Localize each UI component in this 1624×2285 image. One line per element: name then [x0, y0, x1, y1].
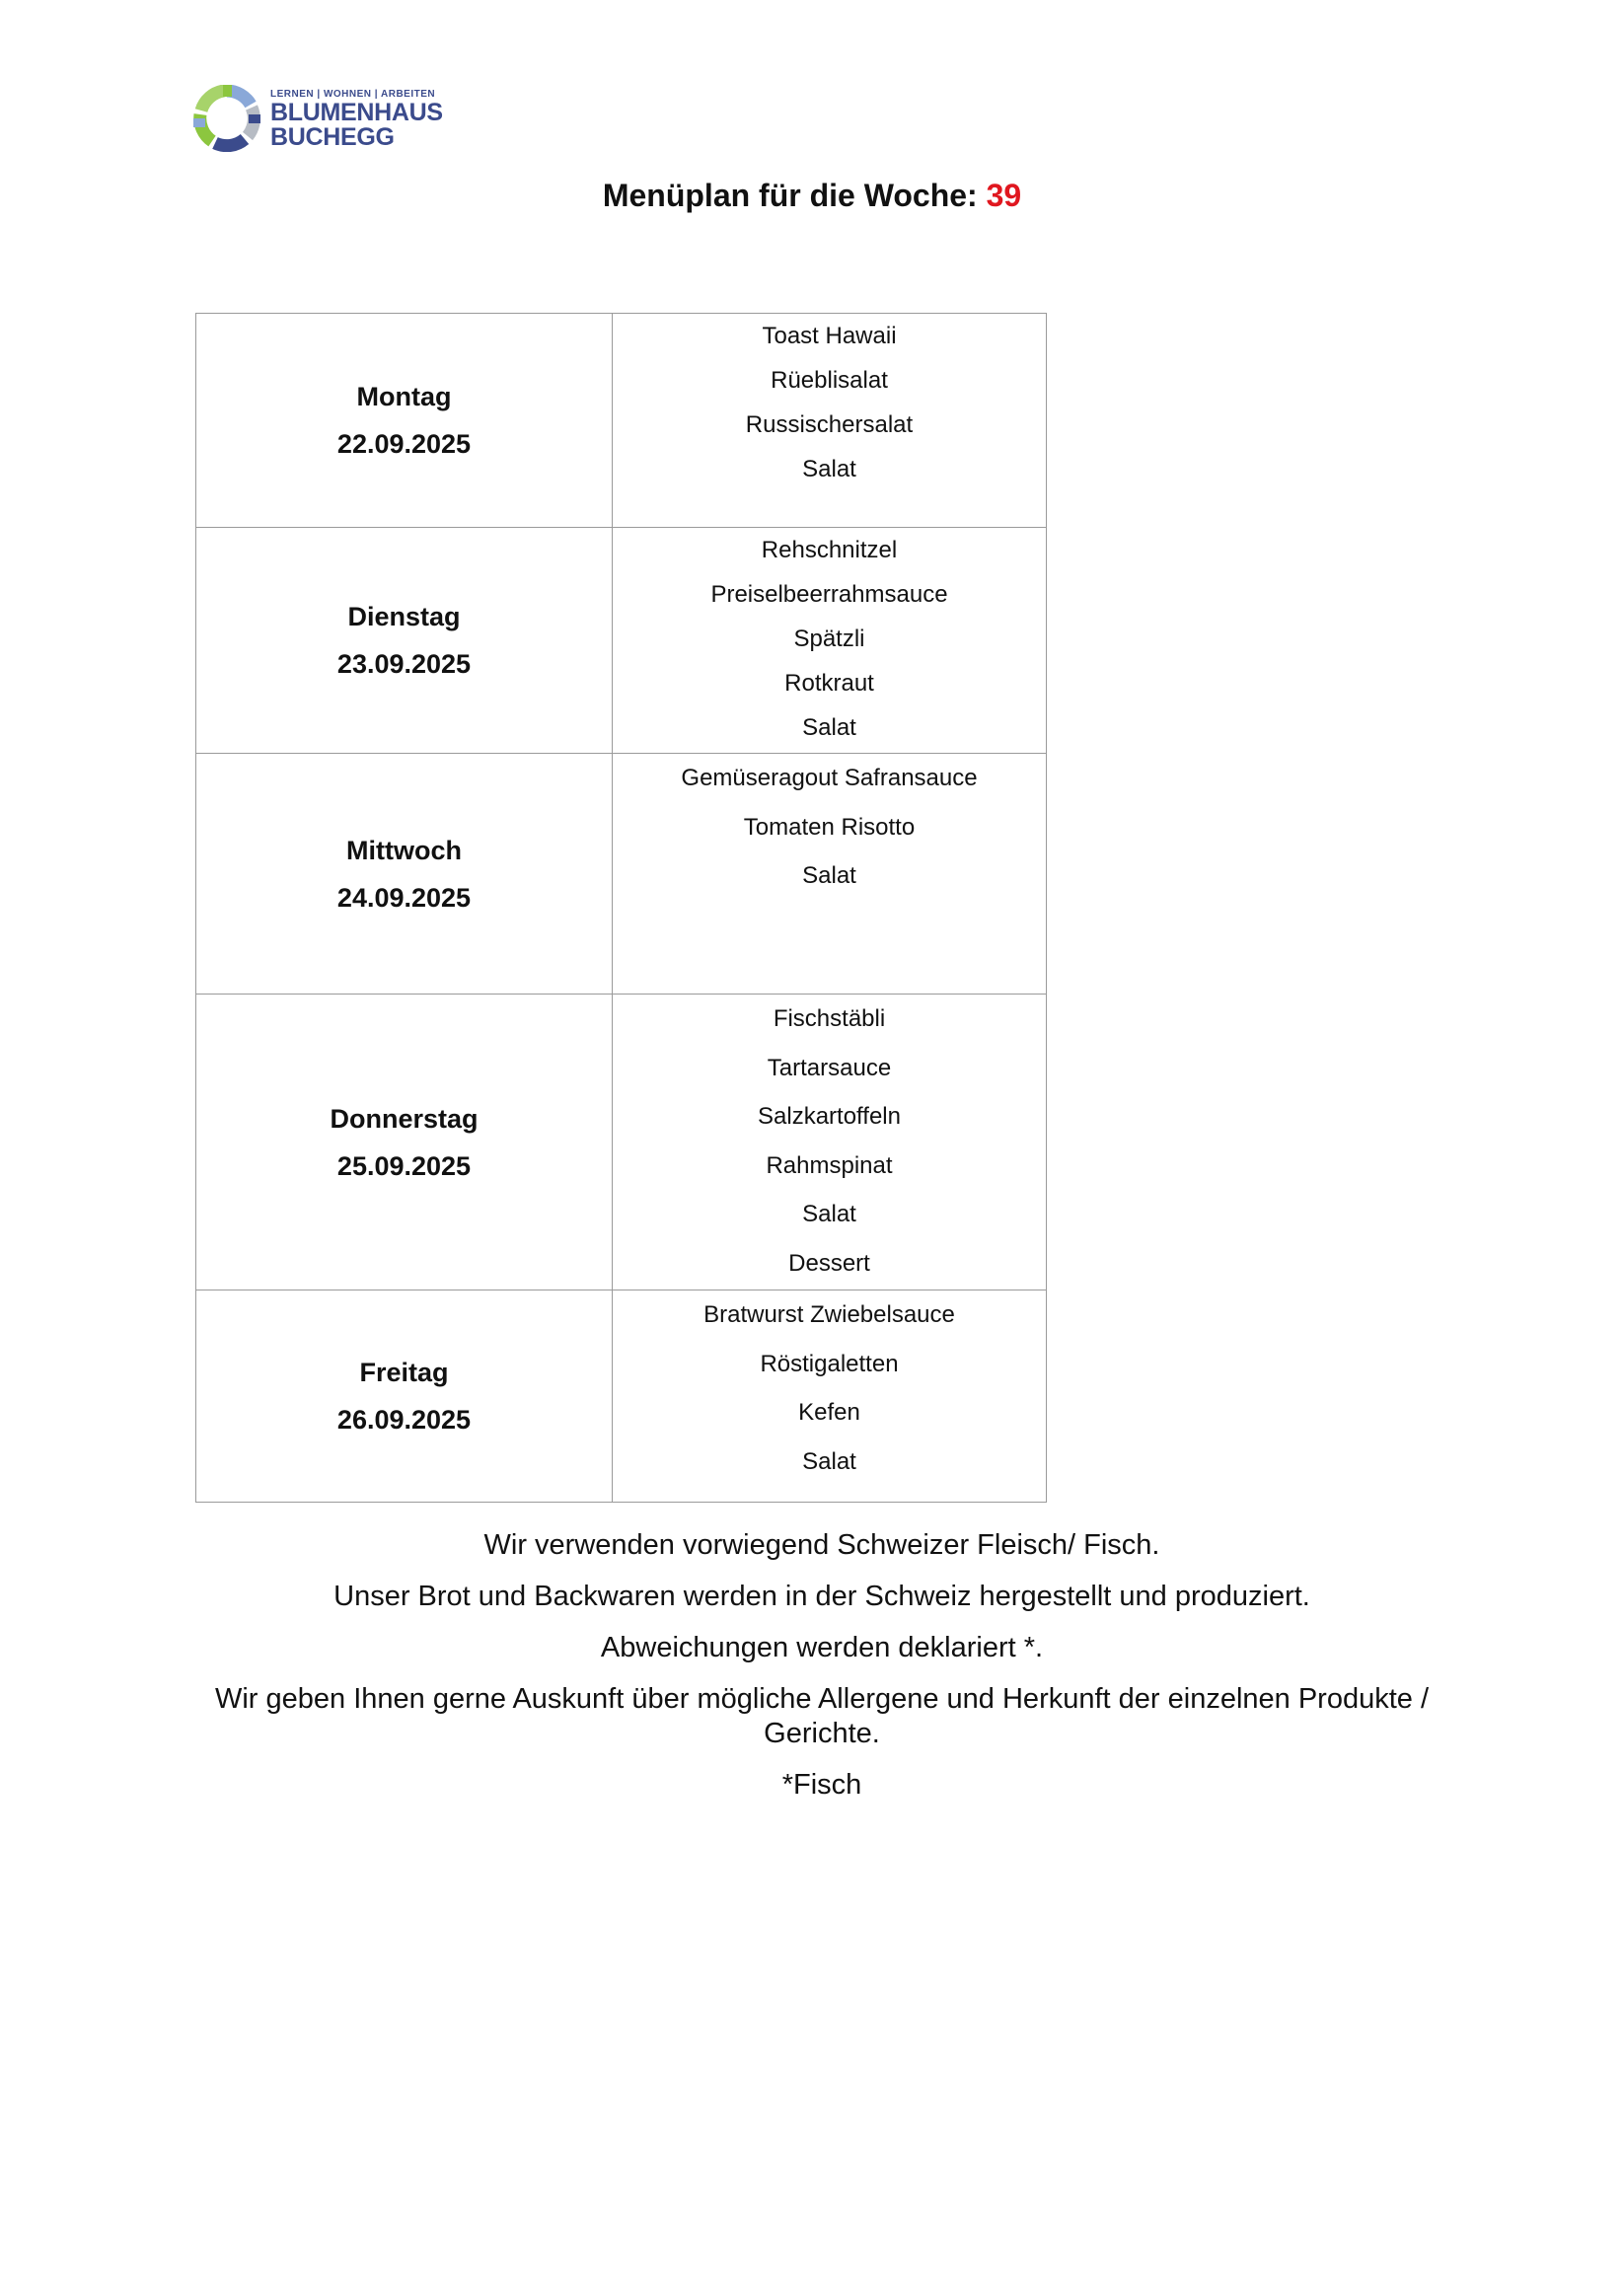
footer-line-bread: Unser Brot und Backwaren werden in der Schweiz hergestellt und produziert. [333, 1581, 1310, 1612]
dish-item: Salat [802, 862, 856, 889]
dishes-cell [613, 995, 1047, 1290]
footer-line-meat: Wir verwenden vorwiegend Schweizer Fleisch/ Fisch. [483, 1529, 1160, 1561]
title-prefix: Menüplan für die Woche: [602, 178, 978, 213]
menu-row-freitag [196, 1290, 1047, 1503]
dishes-cell [613, 1290, 1047, 1503]
dish-item: Toast Hawaii [762, 323, 897, 349]
dish-item: Rotkraut [784, 670, 874, 697]
dish-item: Salat [802, 1447, 856, 1475]
footer-line-deviations: Abweichungen werden deklariert *. [600, 1632, 1044, 1663]
day-name: Freitag [359, 1358, 449, 1387]
day-cell [196, 754, 613, 995]
menu-row-donnerstag [196, 995, 1047, 1290]
week-number: 39 [986, 178, 1022, 213]
footer-line-allergens: Wir geben Ihnen gerne Auskunft über mögliche Allergene und Herkunft der einzelnen Produkte / Gerichte. [214, 1683, 1430, 1749]
dish-item: Spätzli [793, 626, 865, 652]
dish-item: Salat [802, 456, 856, 482]
blumenhaus-buchegg-logo [193, 85, 460, 156]
day-name: Mittwoch [346, 835, 462, 865]
dish-item: Fischstäbli [773, 1005, 886, 1032]
day-cell [196, 528, 613, 754]
dish-item: Rahmspinat [766, 1151, 893, 1179]
dish-item: Kefen [798, 1399, 860, 1426]
dish-item: Tomaten Risotto [743, 813, 916, 841]
dish-item: Rüeblisalat [771, 367, 888, 394]
dishes-cell [613, 754, 1047, 995]
day-date: 24.09.2025 [336, 882, 472, 913]
dish-item: Gemüseragout Safransauce [681, 765, 978, 791]
dishes-cell [613, 528, 1047, 754]
day-date: 22.09.2025 [336, 429, 472, 459]
day-name: Montag [356, 382, 452, 411]
dish-item: Rehschnitzel [761, 537, 898, 563]
day-date: 26.09.2025 [336, 1405, 472, 1435]
day-date: 23.09.2025 [336, 649, 472, 679]
menu-table [195, 313, 1047, 1503]
dish-item: Tartarsauce [767, 1054, 892, 1081]
day-date: 25.09.2025 [336, 1150, 472, 1181]
dish-item: Salat [802, 714, 856, 741]
menu-row-montag [196, 314, 1047, 528]
dish-item: Preiselbeerrahmsauce [710, 581, 948, 608]
day-cell [196, 314, 613, 528]
footer-line-fish-note: *Fisch [781, 1769, 862, 1801]
logo-line-2: BUCHEGG [270, 123, 395, 151]
logo-tagline: LERNEN | WOHNEN | ARBEITEN [270, 89, 436, 100]
dishes-cell [613, 314, 1047, 528]
footer-notes [158, 1528, 1486, 1819]
logo-line-1: BLUMENHAUS [270, 99, 443, 126]
day-name: Dienstag [347, 602, 461, 631]
day-cell [196, 1290, 613, 1503]
menu-row-mittwoch [196, 754, 1047, 995]
dish-item: Dessert [788, 1249, 870, 1277]
menu-row-dienstag [196, 528, 1047, 754]
day-name: Donnerstag [330, 1103, 479, 1134]
day-cell [196, 995, 613, 1290]
dish-item: Röstigaletten [760, 1350, 899, 1377]
logo-ring-icon [193, 85, 260, 152]
page-title [0, 178, 1624, 214]
dish-item: Russischersalat [745, 411, 914, 438]
dish-item: Salzkartoffeln [758, 1103, 901, 1130]
dish-item: Salat [802, 1201, 856, 1227]
dish-item: Bratwurst Zwiebelsauce [703, 1301, 955, 1328]
